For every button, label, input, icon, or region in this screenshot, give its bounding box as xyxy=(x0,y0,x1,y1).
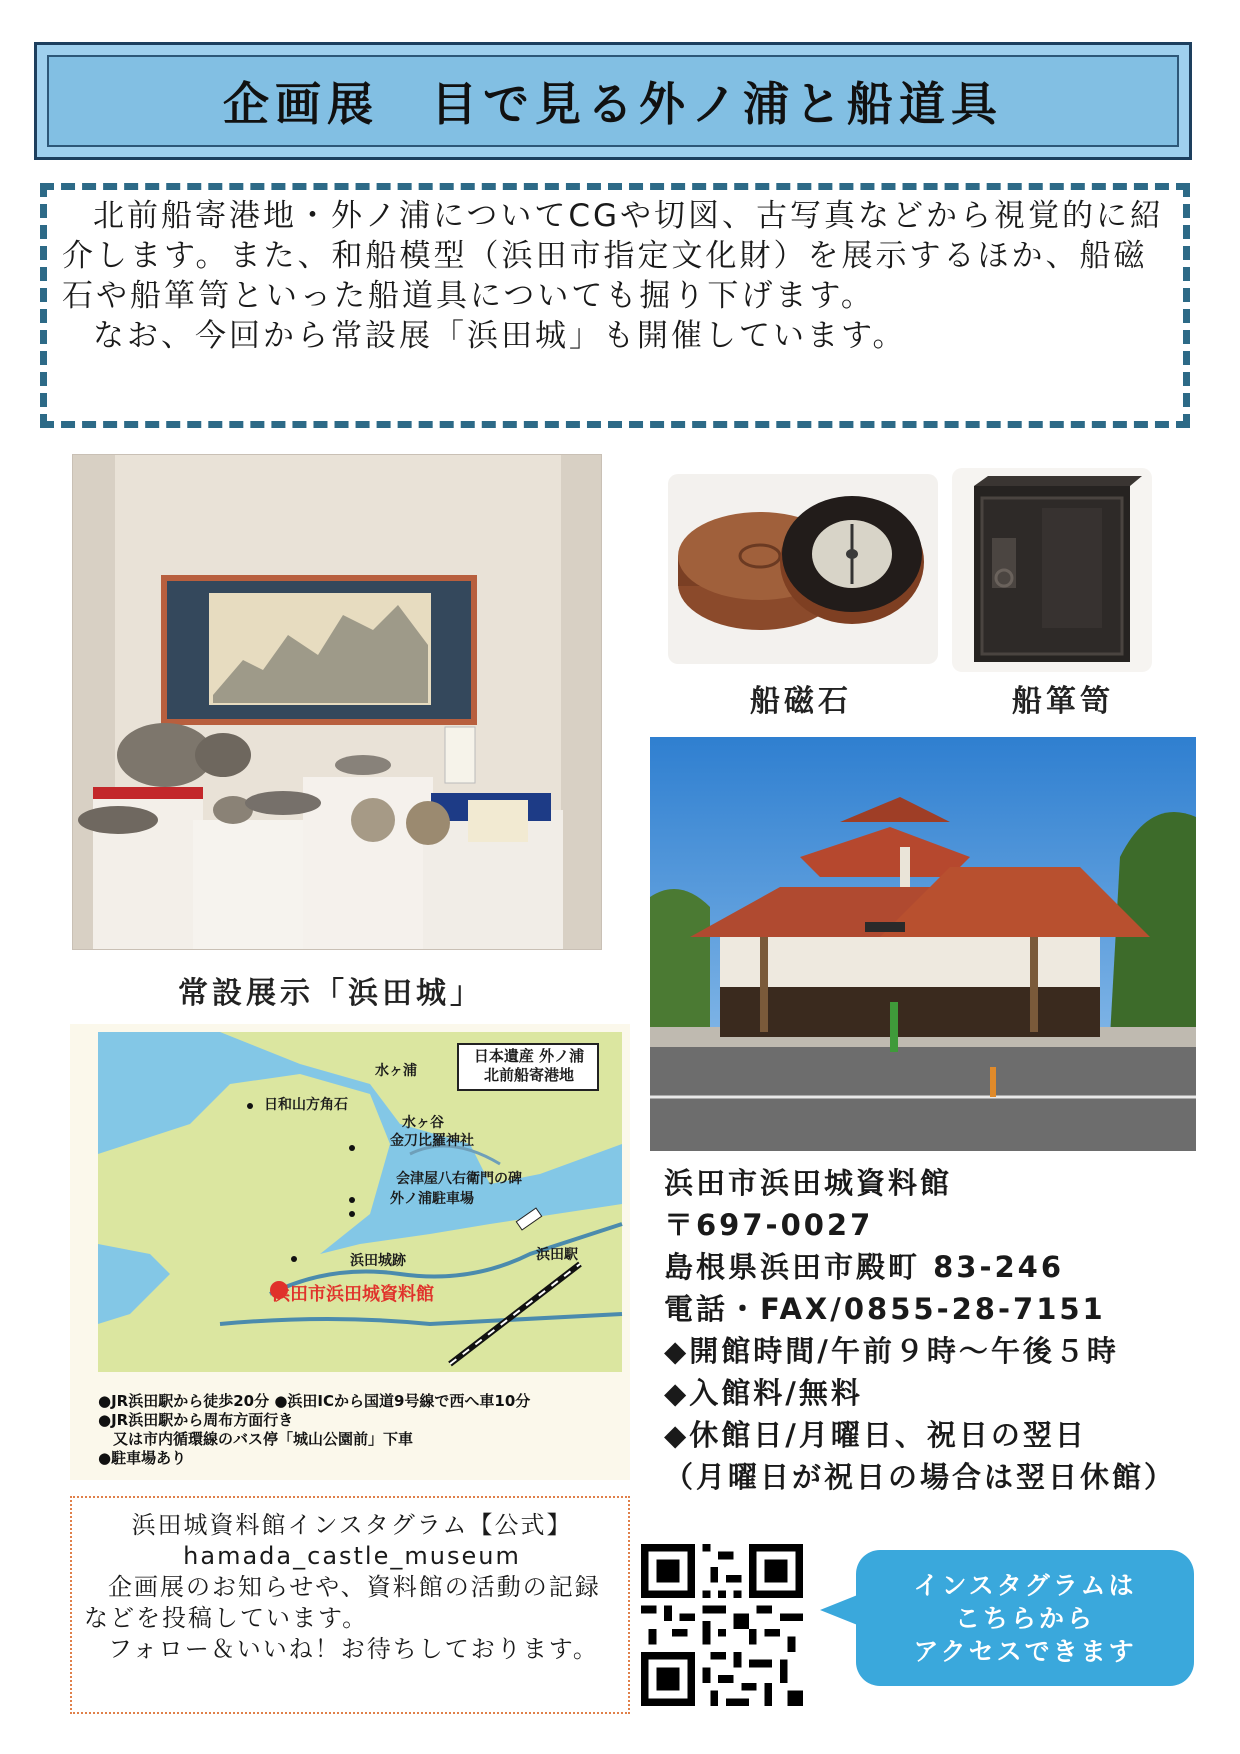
map-legend-line-2: 北前船寄港地 xyxy=(483,1066,574,1084)
map-label-mizugaura: 水ヶ浦 xyxy=(375,1063,417,1079)
map-legend-line-1: 日本遺産 外ノ浦 xyxy=(473,1047,585,1065)
map-label-parking: 外ノ浦駐車場 xyxy=(390,1191,474,1207)
access-note: 又は市内循環線のバス停「城山公園前」下車 xyxy=(98,1430,414,1448)
closed-days-note: （月曜日が祝日の場合は翌日休館） xyxy=(664,1460,1177,1494)
exhibit-photo xyxy=(72,454,602,950)
compass-image xyxy=(668,474,938,664)
page-title: 企画展 目で見る外ノ浦と船道具 xyxy=(223,77,1003,131)
map-access-notes xyxy=(98,1392,530,1468)
opening-hours: ◆開館時間/午前９時～午後５時 xyxy=(664,1334,1119,1368)
bubble-line-3: アクセスできます xyxy=(913,1636,1137,1666)
map-label-kompira: 金刀比羅神社 xyxy=(390,1133,474,1149)
chest-caption: 船箪笥 xyxy=(1012,684,1114,719)
access-note: ●JR浜田駅から周布方面行き xyxy=(98,1411,294,1429)
intro-paragraph-1: 北前船寄港地・外ノ浦についてCGや切図、古写真などから視覚的に紹介します。また、和船模型（浜田市指定文化財）を展示するほか、船磁石や船箪笥といった船道具についても掘り下げます。 xyxy=(62,198,1165,314)
map-label-aizuya: 会津屋八右衛門の碑 xyxy=(396,1171,522,1187)
building-image xyxy=(650,737,1196,1151)
compass-caption: 船磁石 xyxy=(750,684,852,719)
instagram-body-1: 企画展のお知らせや、資料館の活動の記録などを投稿しています。 xyxy=(84,1573,601,1632)
exhibit-caption: 常設展示「浜田城」 xyxy=(178,976,484,1011)
map-label-castle-ruins: 浜田城跡 xyxy=(350,1253,406,1269)
exhibit-scene xyxy=(73,455,602,950)
speech-bubble-tail xyxy=(820,1594,860,1626)
admission-fee: ◆入館料/無料 xyxy=(664,1376,863,1410)
intro-text xyxy=(62,196,1172,356)
chest-image xyxy=(952,468,1152,672)
map-label-museum: 浜田市浜田城資料館 xyxy=(272,1284,434,1305)
postal-code: 〒697-0027 xyxy=(664,1208,874,1242)
compass-photo xyxy=(668,474,938,664)
intro-paragraph-2: なお、今回から常設展「浜田城」も開催しています。 xyxy=(93,318,907,354)
instagram-heading: 浜田城資料館インスタグラム【公式】 xyxy=(131,1511,573,1539)
instagram-text xyxy=(84,1510,620,1665)
access-note: ●駐車場あり xyxy=(98,1449,187,1467)
map-label-hiyoriyama: 日和山方角石 xyxy=(264,1097,348,1113)
museum-building-photo xyxy=(650,737,1196,1151)
address: 島根県浜田市殿町 83-246 xyxy=(664,1250,1065,1284)
museum-name: 浜田市浜田城資料館 xyxy=(664,1166,953,1200)
qr-code-icon[interactable] xyxy=(641,1544,803,1706)
instagram-body-2: フォロー＆いいね！お待ちしております。 xyxy=(108,1635,599,1663)
instagram-access-bubble xyxy=(856,1550,1194,1686)
map-label-station: 浜田駅 xyxy=(536,1247,578,1263)
closed-days: ◆休館日/月曜日、祝日の翌日 xyxy=(664,1418,1087,1452)
chest-photo xyxy=(952,468,1152,672)
bubble-line-2: こちらから xyxy=(954,1603,1095,1633)
access-note: ●JR浜田駅から徒歩20分 ●浜田ICから国道9号線で西へ車10分 xyxy=(98,1392,531,1410)
museum-info xyxy=(664,1162,1176,1498)
phone-fax: 電話・FAX/0855-28-7151 xyxy=(664,1292,1106,1326)
map-label-mizugaya: 水ヶ谷 xyxy=(402,1115,444,1131)
instagram-account[interactable]: hamada_castle_museum xyxy=(183,1542,521,1570)
map-legend-box xyxy=(464,1047,594,1085)
bubble-line-1: インスタグラムは xyxy=(913,1570,1137,1600)
